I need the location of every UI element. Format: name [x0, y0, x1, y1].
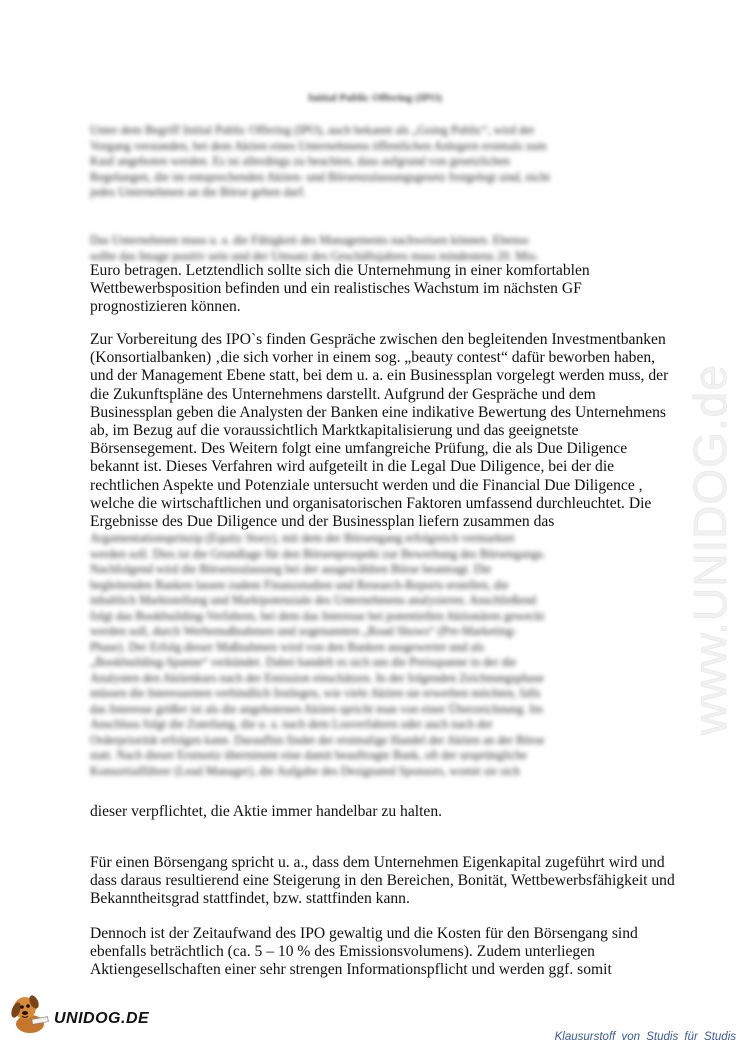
text-line: Nachfolgend wird die Börsenzulassung bei der ausgewählten Börse beantragt. Die: [90, 562, 492, 576]
text-line: Argumentationsprinzip (Equity Story), mit dem der Börsengang erfolgreich vermarktet: [90, 531, 515, 545]
paragraph-1: [90, 123, 665, 201]
text-line: begleitenden Banken lassen zudem Finanzstudien und Research-Reports erstellen, die: [90, 577, 509, 592]
text-line: ebenfalls beträchtlich (ca. 5 – 10 % des Emissionsvolumens). Zudem unterliegen: [90, 943, 595, 961]
text-line: müssen die Interessenten verbindlich festlegen, wie viele Aktien sie erwerben möchten, falls: [90, 686, 541, 700]
text-line: rechtlichen Aspekte und Potenziale untersucht werden und die Financial Due Diligence ,: [90, 476, 643, 494]
text-line: werden soll. Dies ist die Grundlage für den Börsenprospekt zur Bewerbung des Börsengangs.: [90, 546, 546, 561]
text-line: Für einen Börsengang spricht u. a., dass dem Unternehmen Eigenkapital zugeführt wird und: [90, 854, 665, 871]
text-line: Wettbewerbsposition befinden und ein realistisches Wachstum im nächsten GF: [90, 280, 582, 298]
text-line: Unter dem Begriff Initial Public Offering (IPO), auch bekannt als „Going Public“, wird der: [90, 123, 535, 137]
dog-mascot-icon: [8, 988, 54, 1038]
text-line: Kauf angeboten werden. Es ist allerdings zu beachten, dass aufgrund von gesetzlichen: [90, 154, 510, 168]
text-line: das Interesse größer ist als die angebotenen Aktien spricht man von einer Überzeichnung. Im: [90, 701, 543, 716]
text-line: werden soll, durch Werbemaßnahmen und sogenannten „Road Shows“ (Pre-Marketing-: [90, 624, 517, 638]
unidog-logo: [8, 988, 158, 1038]
text-line: jedes Unternehmen an die Börse gehen darf.: [90, 185, 307, 199]
text-line: welche die wirtschaftlichen und organisatorischen Faktoren umfassend durchleuchtet. Die: [90, 494, 652, 512]
watermark-text: www.UNIDOG.de: [684, 364, 736, 735]
document-title: Initial Public Offering (IPO): [307, 92, 443, 104]
paragraph-4: [90, 854, 675, 909]
text-line: bekannt ist. Dieses Verfahren wird aufgeteilt in die Legal Due Diligence, bei der die: [90, 458, 615, 476]
text-line: Regelungen, die im entsprechenden Aktien- und Börsenzulassungsgesetz festgelegt sind, nicht: [90, 169, 550, 184]
text-line: die Zukunftspläne des Unternehmens darstellt. Aufgrund der Gespräche und dem: [90, 385, 596, 403]
text-line: dass daraus resultierend eine Steigerung in den Bereichen, Bonität, Wettbewerbsfähigkeit und: [90, 872, 675, 890]
watermark: [680, 280, 740, 740]
text-line: Ergebnisse des Due Diligence und der Businessplan liefern zusammen das: [90, 513, 555, 531]
text-line: Aktiengesellschaften einer sehr strengen Informationspflicht und werden ggf. somit: [90, 961, 612, 979]
text-line: Zur Vorbereitung des IPO`s finden Gespräche zwischen den begleitenden Investmentbanken: [90, 331, 666, 348]
text-line: Euro betragen. Letztendlich sollte sich die Unternehmung in einer komfortablen: [90, 262, 590, 279]
text-line: (Konsortialbanken) ‚die sich vorher in einem sog. „beauty contest“ dafür beworben haben,: [90, 349, 656, 367]
footer-tagline: Klausurstoff von Studis für Studis: [554, 1031, 736, 1043]
paragraph-3-blurred: [90, 531, 665, 779]
text-line: Das Unternehmen muss u. a. die Fähigkeit des Managements nachweisen können. Ebenso: [90, 233, 529, 247]
text-line: Analysten den Aktienkurs nach der Emission einschätzen. In der folgenden Zeichnungsphase: [90, 670, 544, 685]
paragraph-2-blurred: [90, 233, 665, 264]
paragraph-5: [90, 925, 665, 980]
text-line: ab, im Bezug auf die voraussichtlich Marktkapitalisierung und das geeignetste: [90, 422, 579, 440]
text-line: Dennoch ist der Zeitaufwand des IPO gewaltig und die Kosten für den Börsengang sind: [90, 925, 638, 942]
text-line: folgt das Bookbuilding-Verfahren, bei dem das Interesse bei potentiellen Aktionären geweckt: [90, 608, 545, 623]
text-line: Vorgang verstanden, bei dem Aktien eines Unternehmens öffentlichen Anlegern erstmals zum: [90, 138, 547, 153]
text-line: Bekanntheitsgrad stattfindet, bzw. stattfinden kann.: [90, 890, 410, 908]
text-line: und der Management Ebene statt, bei dem u. a. ein Businessplan vorgelegt werden muss, der: [90, 367, 669, 385]
text-line: Konsortialführer (Lead Manager), die Aufgabe des Designated Sponsors, womit sie sich: [90, 763, 520, 778]
text-line: „Bookbuilding-Spanne“ verkündet. Dabei handelt es sich um die Preisspanne in der die: [90, 655, 517, 669]
paragraph-3-end: [90, 803, 665, 821]
text-line: Businessplan geben die Analysten der Banken eine indikative Bewertung des Unternehmens: [90, 403, 666, 421]
logo-text: UNIDOG.DE: [54, 1010, 150, 1027]
text-line: dieser verpflichtet, die Aktie immer handelbar zu halten.: [90, 803, 443, 820]
text-line: Börsensegement. Des Weitern folgt eine umfangreiche Prüfung, die als Due Diligence: [90, 440, 628, 458]
text-line: Phase). Der Erfolg dieser Maßnahmen wird von den Banken ausgewertet und als: [90, 639, 484, 654]
paragraph-3: [90, 331, 669, 531]
text-line: prognostizieren können.: [90, 298, 241, 316]
text-line: Orderpriorität erfolgen kann. Daraufhin findet der erstmalige Handel der Aktien an der Börse: [90, 732, 545, 747]
text-line: sollte das Image positiv sein und der Umsatz des Geschäftsjahres muss mindestens 20. Mio.: [90, 248, 539, 263]
text-line: inhaltlich Marktstellung und Marktpotenziale des Unternehmens analysieren. Anschließend: [90, 593, 537, 607]
paragraph-2: [90, 262, 665, 317]
text-line: Anschluss folgt die Zuteilung, die u. a. nach dem Losverfahren oder auch nach der: [90, 717, 493, 731]
text-line: statt. Nach dieser Erstnotiz übernimmt eine damit beauftragte Bank, oft der ursprüngliche: [90, 748, 527, 762]
